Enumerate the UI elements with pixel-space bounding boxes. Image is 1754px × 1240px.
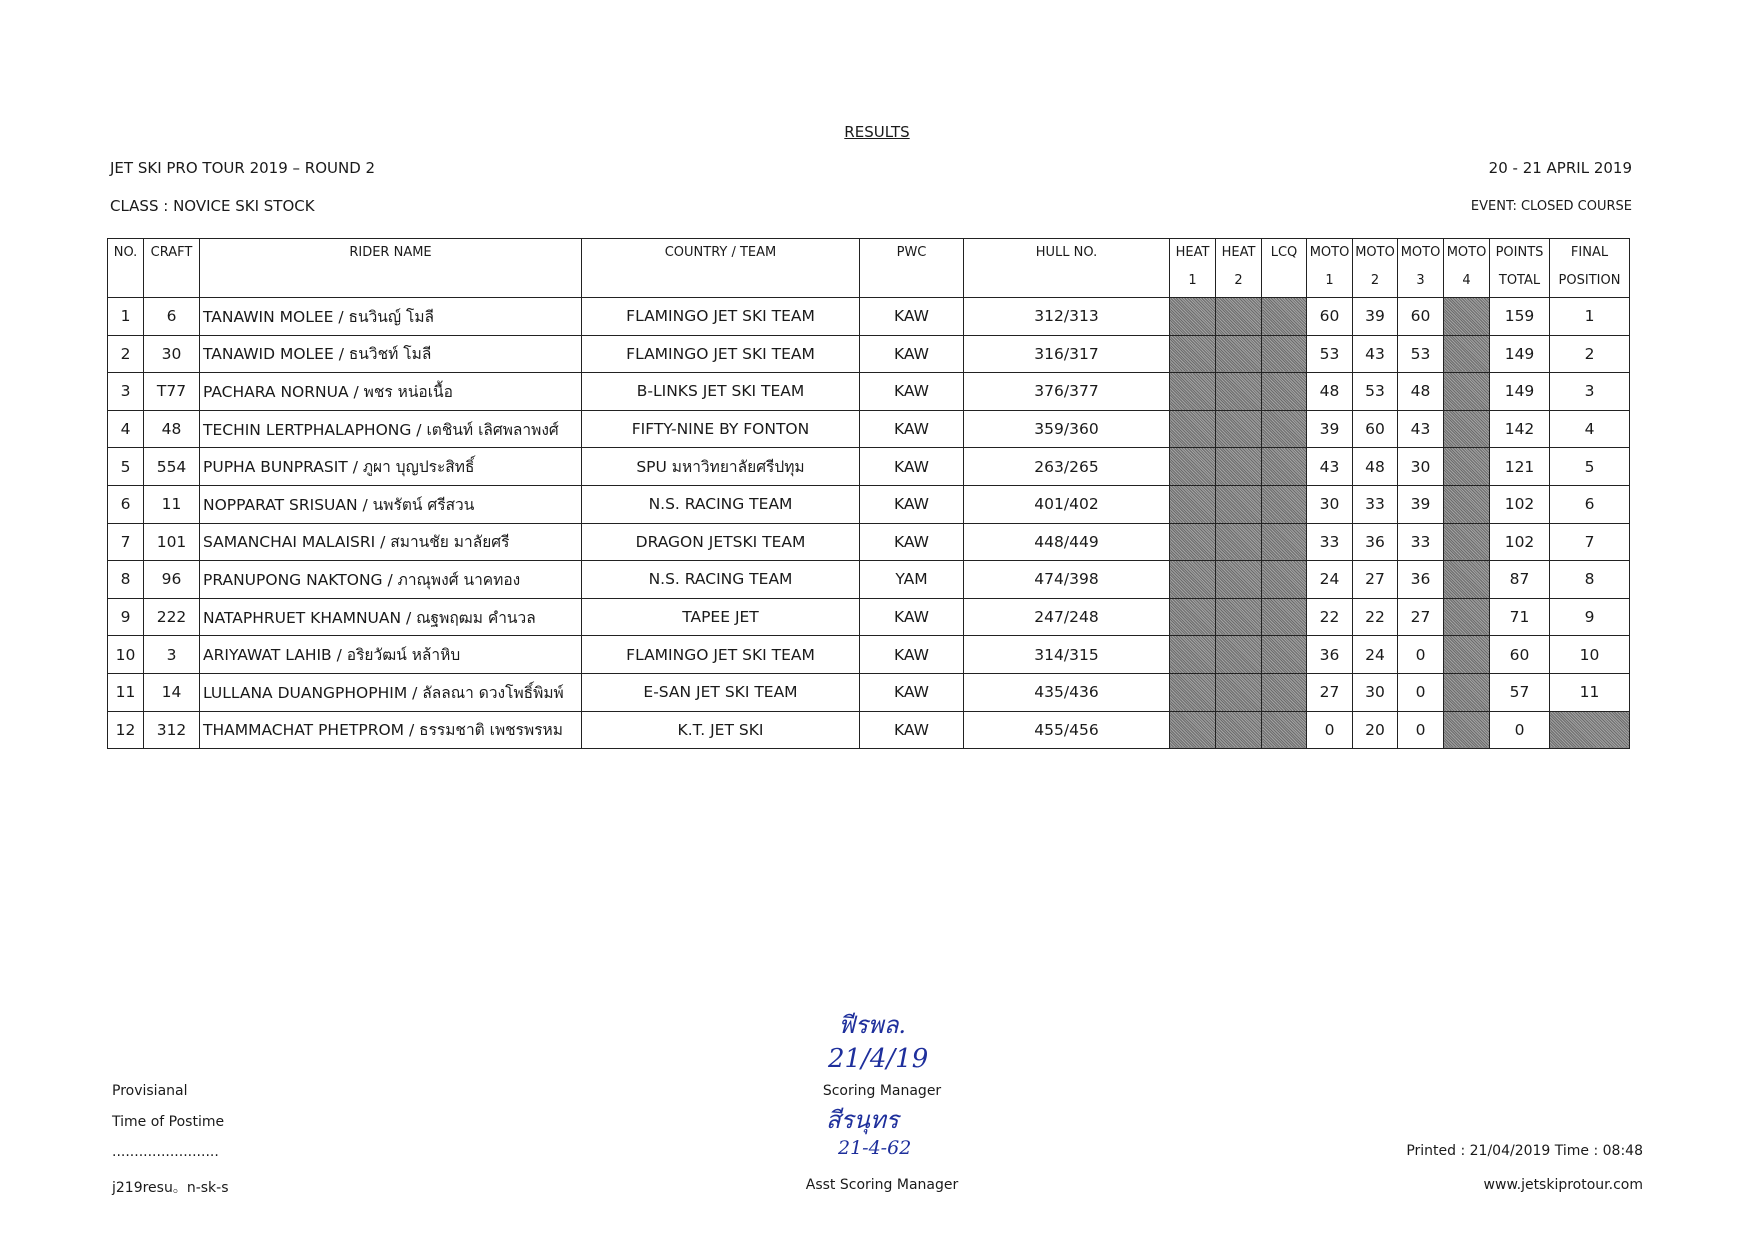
cell-no: 4: [108, 410, 144, 448]
cell-craft: T77: [144, 373, 200, 411]
cell-moto3: 30: [1398, 448, 1444, 486]
scoring-manager-signature-date: 21/4/19: [828, 1044, 929, 1074]
cell-pwc: KAW: [860, 298, 964, 336]
cell-team: FLAMINGO JET SKI TEAM: [582, 636, 860, 674]
cell-points: 60: [1490, 636, 1550, 674]
cell-rider: ARIYAWAT LAHIB / อริยวัฒน์ หล้าหิบ: [200, 636, 582, 674]
header-moto-3: MOTO 3: [1398, 239, 1444, 298]
cell-heat1-empty: [1170, 598, 1216, 636]
cell-points: 102: [1490, 485, 1550, 523]
cell-hull: 312/313: [964, 298, 1170, 336]
cell-moto3: 0: [1398, 636, 1444, 674]
cell-points: 149: [1490, 335, 1550, 373]
cell-rider: NATAPHRUET KHAMNUAN / ณฐพฤฒม คำนวล: [200, 598, 582, 636]
cell-heat1-empty: [1170, 711, 1216, 749]
cell-position: 9: [1550, 598, 1630, 636]
cell-moto1: 30: [1307, 485, 1353, 523]
cell-no: 6: [108, 485, 144, 523]
cell-position-empty: [1550, 711, 1630, 749]
provisional-label: Provisianal: [112, 1083, 188, 1099]
cell-hull: 455/456: [964, 711, 1170, 749]
cell-craft: 6: [144, 298, 200, 336]
cell-points: 87: [1490, 561, 1550, 599]
cell-moto3: 48: [1398, 373, 1444, 411]
cell-moto3: 43: [1398, 410, 1444, 448]
table-header-row: [108, 239, 1630, 298]
cell-position: 2: [1550, 335, 1630, 373]
cell-heat2-empty: [1216, 448, 1262, 486]
cell-moto2: 20: [1353, 711, 1398, 749]
cell-lcq-empty: [1262, 673, 1307, 711]
cell-moto2: 39: [1353, 298, 1398, 336]
cell-moto3: 36: [1398, 561, 1444, 599]
cell-craft: 30: [144, 335, 200, 373]
scoring-manager-signature: [820, 1005, 950, 1075]
header-pwc: PWC: [860, 239, 964, 298]
cell-heat2-empty: [1216, 298, 1262, 336]
cell-heat1-empty: [1170, 335, 1216, 373]
cell-pwc: KAW: [860, 373, 964, 411]
asst-scoring-manager-signature: [818, 1102, 948, 1162]
cell-heat1-empty: [1170, 298, 1216, 336]
header-heat-1: HEAT 1: [1170, 239, 1216, 298]
cell-moto2: 30: [1353, 673, 1398, 711]
table-row: [108, 298, 1630, 336]
cell-craft: 14: [144, 673, 200, 711]
cell-points: 142: [1490, 410, 1550, 448]
cell-team: FLAMINGO JET SKI TEAM: [582, 298, 860, 336]
asst-scoring-manager-signature-date: 21-4-62: [838, 1137, 912, 1159]
cell-pwc: KAW: [860, 523, 964, 561]
cell-moto1: 24: [1307, 561, 1353, 599]
cell-position: 6: [1550, 485, 1630, 523]
cell-rider: PRANUPONG NAKTONG / ภาณุพงศ์ นาคทอง: [200, 561, 582, 599]
cell-hull: 247/248: [964, 598, 1170, 636]
cell-team: E-SAN JET SKI TEAM: [582, 673, 860, 711]
scoring-manager-signature-name: ฟีรพล.: [838, 1011, 907, 1039]
cell-team: SPU มหาวิทยาลัยศรีปทุม: [582, 448, 860, 486]
cell-rider: TANAWID MOLEE / ธนวิชท์ โมลี: [200, 335, 582, 373]
cell-heat2-empty: [1216, 561, 1262, 599]
cell-lcq-empty: [1262, 448, 1307, 486]
cell-pwc: KAW: [860, 636, 964, 674]
cell-hull: 474/398: [964, 561, 1170, 599]
header-final-position: FINAL POSITION: [1550, 239, 1630, 298]
cell-points: 71: [1490, 598, 1550, 636]
event-name: JET SKI PRO TOUR 2019 – ROUND 2: [110, 159, 376, 177]
cell-heat1-empty: [1170, 673, 1216, 711]
table-row: [108, 636, 1630, 674]
cell-moto4-empty: [1444, 673, 1490, 711]
cell-moto3: 27: [1398, 598, 1444, 636]
table-row: [108, 523, 1630, 561]
cell-heat2-empty: [1216, 373, 1262, 411]
cell-moto3: 60: [1398, 298, 1444, 336]
class-label: CLASS : NOVICE SKI STOCK: [110, 197, 315, 215]
cell-moto2: 48: [1353, 448, 1398, 486]
cell-heat2-empty: [1216, 598, 1262, 636]
asst-scoring-manager-signature-name: สีรนุทร: [826, 1106, 899, 1134]
cell-points: 102: [1490, 523, 1550, 561]
cell-moto1: 53: [1307, 335, 1353, 373]
cell-hull: 359/360: [964, 410, 1170, 448]
cell-moto1: 33: [1307, 523, 1353, 561]
printed-timestamp: Printed : 21/04/2019 Time : 08:48: [1406, 1143, 1643, 1159]
cell-heat2-empty: [1216, 335, 1262, 373]
header-craft: CRAFT: [144, 239, 200, 298]
cell-moto4-empty: [1444, 448, 1490, 486]
cell-lcq-empty: [1262, 561, 1307, 599]
cell-heat1-empty: [1170, 373, 1216, 411]
cell-heat1-empty: [1170, 523, 1216, 561]
cell-no: 9: [108, 598, 144, 636]
cell-position: 5: [1550, 448, 1630, 486]
cell-heat2-empty: [1216, 410, 1262, 448]
cell-lcq-empty: [1262, 523, 1307, 561]
cell-rider: PACHARA NORNUA / พชร หน่อเนื้อ: [200, 373, 582, 411]
cell-lcq-empty: [1262, 636, 1307, 674]
cell-moto4-empty: [1444, 485, 1490, 523]
cell-heat1-empty: [1170, 410, 1216, 448]
cell-position: 4: [1550, 410, 1630, 448]
event-date: 20 - 21 APRIL 2019: [1488, 159, 1632, 177]
cell-heat1-empty: [1170, 448, 1216, 486]
cell-pwc: KAW: [860, 598, 964, 636]
cell-hull: 435/436: [964, 673, 1170, 711]
cell-heat1-empty: [1170, 636, 1216, 674]
cell-craft: 312: [144, 711, 200, 749]
cell-no: 12: [108, 711, 144, 749]
table-row: [108, 561, 1630, 599]
header-hull-no: HULL NO.: [964, 239, 1170, 298]
cell-lcq-empty: [1262, 485, 1307, 523]
cell-team: FIFTY-NINE BY FONTON: [582, 410, 860, 448]
cell-rider: TECHIN LERTPHALAPHONG / เตชินท์ เลิศพลาพงศ์: [200, 410, 582, 448]
cell-craft: 48: [144, 410, 200, 448]
cell-team: N.S. RACING TEAM: [582, 561, 860, 599]
cell-rider: THAMMACHAT PHETPROM / ธรรมชาติ เพชรพรหม: [200, 711, 582, 749]
cell-pwc: YAM: [860, 561, 964, 599]
table-row: [108, 448, 1630, 486]
cell-moto4-empty: [1444, 373, 1490, 411]
cell-craft: 96: [144, 561, 200, 599]
cell-moto1: 27: [1307, 673, 1353, 711]
cell-moto1: 22: [1307, 598, 1353, 636]
cell-lcq-empty: [1262, 711, 1307, 749]
header-heat-2: HEAT 2: [1216, 239, 1262, 298]
cell-team: B-LINKS JET SKI TEAM: [582, 373, 860, 411]
cell-pwc: KAW: [860, 485, 964, 523]
cell-moto4-empty: [1444, 711, 1490, 749]
cell-heat1-empty: [1170, 485, 1216, 523]
cell-moto3: 0: [1398, 673, 1444, 711]
cell-heat2-empty: [1216, 711, 1262, 749]
cell-pwc: KAW: [860, 711, 964, 749]
cell-moto3: 53: [1398, 335, 1444, 373]
table-row: [108, 598, 1630, 636]
cell-moto2: 27: [1353, 561, 1398, 599]
cell-no: 11: [108, 673, 144, 711]
cell-hull: 316/317: [964, 335, 1170, 373]
table-row: [108, 373, 1630, 411]
table-row: [108, 410, 1630, 448]
table-row: [108, 485, 1630, 523]
scoring-manager-label: Scoring Manager: [822, 1083, 942, 1099]
cell-moto4-empty: [1444, 561, 1490, 599]
cell-moto4-empty: [1444, 636, 1490, 674]
cell-position: 3: [1550, 373, 1630, 411]
header-moto-2: MOTO 2: [1353, 239, 1398, 298]
cell-position: 8: [1550, 561, 1630, 599]
cell-lcq-empty: [1262, 598, 1307, 636]
cell-heat1-empty: [1170, 561, 1216, 599]
cell-moto4-empty: [1444, 523, 1490, 561]
cell-lcq-empty: [1262, 410, 1307, 448]
cell-craft: 11: [144, 485, 200, 523]
cell-pwc: KAW: [860, 448, 964, 486]
cell-team: FLAMINGO JET SKI TEAM: [582, 335, 860, 373]
cell-rider: LULLANA DUANGPHOPHIM / ลัลลณา ดวงโพธิ์พิมพ์: [200, 673, 582, 711]
cell-no: 10: [108, 636, 144, 674]
file-code: j219resu。n-sk-s: [112, 1180, 229, 1196]
cell-rider: TANAWIN MOLEE / ธนวินญ์ โมลี: [200, 298, 582, 336]
cell-moto1: 39: [1307, 410, 1353, 448]
cell-moto2: 24: [1353, 636, 1398, 674]
cell-points: 149: [1490, 373, 1550, 411]
cell-heat2-empty: [1216, 485, 1262, 523]
header-no: NO.: [108, 239, 144, 298]
cell-moto3: 33: [1398, 523, 1444, 561]
cell-moto2: 60: [1353, 410, 1398, 448]
cell-no: 2: [108, 335, 144, 373]
header-points-total: POINTS TOTAL: [1490, 239, 1550, 298]
cell-moto4-empty: [1444, 598, 1490, 636]
cell-points: 159: [1490, 298, 1550, 336]
results-body: [108, 298, 1630, 749]
cell-lcq-empty: [1262, 335, 1307, 373]
cell-lcq-empty: [1262, 373, 1307, 411]
table-row: [108, 711, 1630, 749]
cell-position: 7: [1550, 523, 1630, 561]
header-lcq: LCQ: [1262, 239, 1307, 298]
cell-team: TAPEE JET: [582, 598, 860, 636]
cell-moto3: 39: [1398, 485, 1444, 523]
cell-moto2: 43: [1353, 335, 1398, 373]
cell-position: 10: [1550, 636, 1630, 674]
cell-moto1: 43: [1307, 448, 1353, 486]
results-table: [107, 238, 1630, 749]
cell-craft: 101: [144, 523, 200, 561]
website: www.jetskiprotour.com: [1483, 1177, 1643, 1193]
cell-rider: SAMANCHAI MALAISRI / สมานชัย มาลัยศรี: [200, 523, 582, 561]
cell-moto1: 60: [1307, 298, 1353, 336]
asst-scoring-manager-label: Asst Scoring Manager: [805, 1177, 959, 1193]
page-title: RESULTS: [844, 123, 910, 141]
cell-no: 3: [108, 373, 144, 411]
cell-lcq-empty: [1262, 298, 1307, 336]
cell-team: K.T. JET SKI: [582, 711, 860, 749]
time-of-postime-label: Time of Postime: [112, 1114, 225, 1130]
table-row: [108, 335, 1630, 373]
cell-no: 8: [108, 561, 144, 599]
cell-pwc: KAW: [860, 335, 964, 373]
cell-moto2: 22: [1353, 598, 1398, 636]
cell-rider: NOPPARAT SRISUAN / นพรัตน์ ศรีสวน: [200, 485, 582, 523]
header-country-team: COUNTRY / TEAM: [582, 239, 860, 298]
cell-hull: 376/377: [964, 373, 1170, 411]
cell-craft: 3: [144, 636, 200, 674]
cell-pwc: KAW: [860, 410, 964, 448]
cell-moto2: 36: [1353, 523, 1398, 561]
cell-moto2: 53: [1353, 373, 1398, 411]
header-moto-4: MOTO 4: [1444, 239, 1490, 298]
cell-moto4-empty: [1444, 410, 1490, 448]
cell-points: 0: [1490, 711, 1550, 749]
cell-moto4-empty: [1444, 335, 1490, 373]
cell-no: 7: [108, 523, 144, 561]
cell-pwc: KAW: [860, 673, 964, 711]
cell-craft: 222: [144, 598, 200, 636]
cell-no: 1: [108, 298, 144, 336]
cell-heat2-empty: [1216, 523, 1262, 561]
cell-no: 5: [108, 448, 144, 486]
cell-points: 57: [1490, 673, 1550, 711]
cell-hull: 263/265: [964, 448, 1170, 486]
cell-moto1: 36: [1307, 636, 1353, 674]
header-rider-name: RIDER NAME: [200, 239, 582, 298]
table-row: [108, 673, 1630, 711]
cell-heat2-empty: [1216, 673, 1262, 711]
cell-heat2-empty: [1216, 636, 1262, 674]
header-moto-1: MOTO 1: [1307, 239, 1353, 298]
cell-team: N.S. RACING TEAM: [582, 485, 860, 523]
cell-moto2: 33: [1353, 485, 1398, 523]
cell-position: 1: [1550, 298, 1630, 336]
cell-moto1: 0: [1307, 711, 1353, 749]
cell-rider: PUPHA BUNPRASIT / ภูผา บุญประสิทธิ์: [200, 448, 582, 486]
postime-blank: ........................: [112, 1144, 219, 1160]
cell-craft: 554: [144, 448, 200, 486]
cell-points: 121: [1490, 448, 1550, 486]
cell-moto1: 48: [1307, 373, 1353, 411]
cell-team: DRAGON JETSKI TEAM: [582, 523, 860, 561]
cell-position: 11: [1550, 673, 1630, 711]
cell-moto4-empty: [1444, 298, 1490, 336]
cell-moto3: 0: [1398, 711, 1444, 749]
cell-hull: 448/449: [964, 523, 1170, 561]
cell-hull: 314/315: [964, 636, 1170, 674]
event-type: EVENT: CLOSED COURSE: [1470, 199, 1632, 214]
cell-hull: 401/402: [964, 485, 1170, 523]
